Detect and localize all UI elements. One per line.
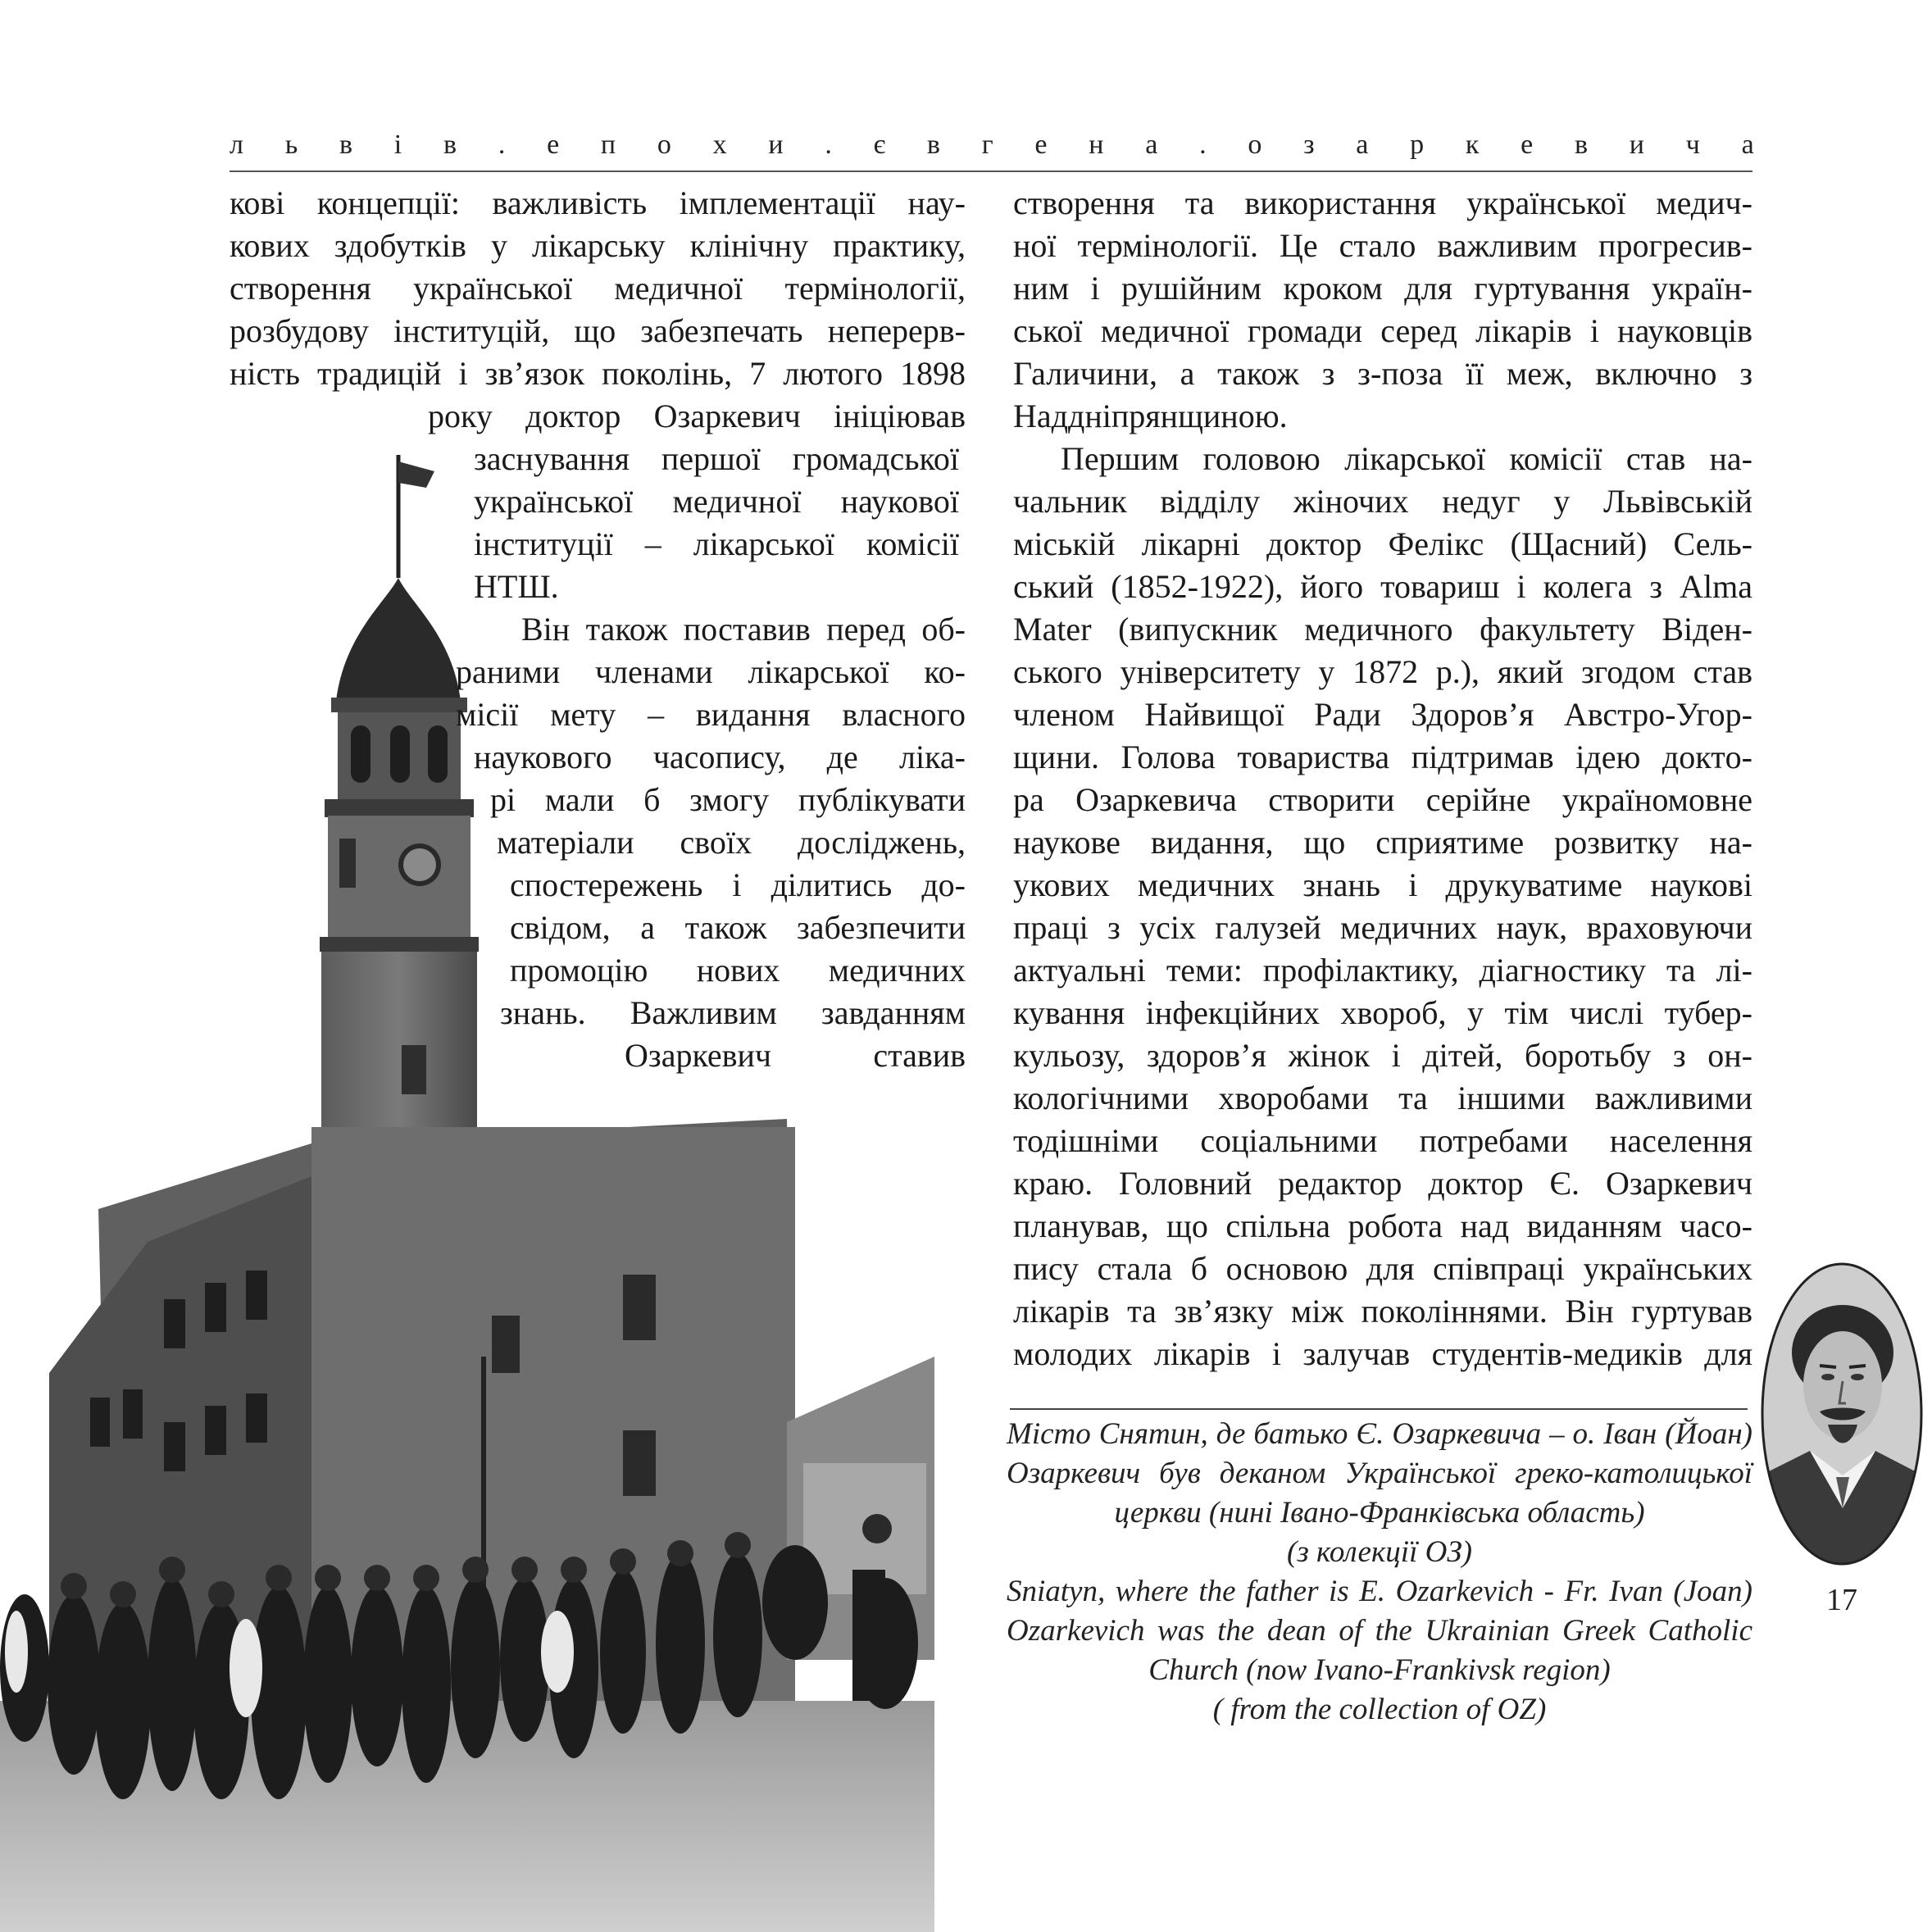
caption-line: Місто Снятин, де батько Є. Озаркевича – о. Іван (Йоан) [1007, 1417, 1752, 1451]
wrapped-line-box [456, 693, 966, 736]
ozarkevich-portrait [1761, 1262, 1923, 1566]
text-line: НТШ. [474, 568, 559, 605]
text-line: актуальні теми: профілактику, діагностику та лі- [1013, 952, 1752, 989]
text-line: матеріали своїх досліджень, [497, 824, 966, 861]
wrapped-line-box [625, 1034, 966, 1077]
text-line: молодих лікарів і залучав студентів-медиків для [1013, 1335, 1752, 1372]
header-letter: р [1410, 130, 1425, 160]
text-line: наукове видання, що сприятиме розвитку на- [1013, 824, 1752, 861]
text-line: укових медичних знань і друкуватиме наукові [1013, 866, 1752, 903]
wrapped-line-box [474, 438, 959, 480]
caption-line: Sniatyn, where the father is E. Ozarkevich - Fr. Ivan (Joan) [1007, 1575, 1752, 1608]
text-line: кульозу, здоров’я жінок і дітей, боротьбу з он- [1013, 1037, 1752, 1074]
text-line: тодішніми соціальними потребами населення [1013, 1122, 1752, 1159]
text-line: свідом, а також забезпечити [510, 909, 966, 946]
header-letter: ч [1685, 130, 1700, 160]
text-line: розбудову інституцій, що забезпечать неперерв- [230, 312, 966, 349]
wrapped-line-box [456, 651, 966, 693]
header-letter: а [1145, 130, 1158, 160]
header-letter: и [768, 130, 784, 160]
wrapped-line-box [428, 395, 966, 438]
text-line: ної термінології. Це стало важливим прогресив- [1013, 227, 1752, 264]
running-header [230, 130, 1754, 162]
text-line: раними членами лікарської ко- [456, 653, 966, 690]
wrapped-line-box [474, 608, 966, 651]
wrapped-line-box [500, 992, 966, 1034]
text-line: кування інфекційних хвороб, у тім числі тубер- [1013, 994, 1752, 1031]
text-line: рі мали б змогу публікувати [490, 781, 966, 818]
text-line: щини. Голова товариства підтримав ідею доктo- [1013, 739, 1752, 775]
text-line: ський (1852-1922), його товариш і колега з Alma [1013, 568, 1752, 605]
wrapped-line-box [474, 480, 959, 523]
text-line: кові концепції: важливість імплементації нау- [230, 184, 966, 221]
header-letter: о [1248, 130, 1262, 160]
text-line: краю. Головний редактор доктор Є. Озаркевич [1013, 1165, 1752, 1202]
caption-line: Church (now Ivano-Frankivsk region) [1148, 1653, 1611, 1687]
text-line: лікарів та зв’язку між поколіннями. Він гуртував [1013, 1293, 1752, 1330]
header-letter: х [712, 130, 727, 160]
text-line: Першим головою лікарської комісії став на- [1061, 440, 1752, 477]
header-letter: і [393, 130, 402, 160]
text-line: кових здобутків у лікарську клінічну практику, [230, 227, 966, 264]
text-line: наукового часопису, де ліка- [474, 739, 966, 775]
header-letter: л [230, 130, 243, 160]
header-rule [230, 170, 1752, 172]
text-line: спостережень і ділитись до- [510, 866, 966, 903]
caption-line: церкви (нині Івано-Франківська область) [1114, 1496, 1645, 1530]
right-column [1013, 182, 1752, 1375]
text-line: Mater (випускник медичного факультету Віден- [1013, 611, 1752, 648]
caption-rule [1010, 1408, 1748, 1410]
header-letter: е [1034, 130, 1048, 160]
text-line: заснування першої громадської [474, 440, 959, 477]
header-letter: о [657, 130, 671, 160]
text-line: ність традицій і зв’язок поколінь, 7 лютого 1898 [230, 355, 966, 392]
caption-line: Ozarkevich was the dean of the Ukrainian Greek Catholic [1007, 1614, 1752, 1648]
wrapped-line-box [510, 907, 966, 949]
wrapped-line-box [490, 779, 966, 821]
wrapped-line-box [497, 821, 966, 864]
header-letter: в [339, 130, 353, 160]
wrapped-line-box [474, 566, 959, 608]
header-letter: є [873, 130, 886, 160]
photo-caption [1007, 1415, 1752, 1730]
text-line: місії мету – видання власного [456, 696, 966, 733]
caption-line: (з колекції ОЗ) [1287, 1535, 1472, 1569]
text-line: Він також поставив перед об- [521, 611, 966, 648]
header-letter: з [1303, 130, 1315, 160]
text-line: пису стала б основою для співпраці українських [1013, 1250, 1752, 1287]
left-column-top [230, 182, 966, 395]
text-line: чальник відділу жіночих недуг у Львівській [1013, 483, 1752, 520]
header-letter: а [1356, 130, 1369, 160]
header-letter: п [600, 130, 616, 160]
text-line: ним і рушійним кроком для гуртування україн- [1013, 270, 1752, 307]
header-letter: а [1741, 130, 1754, 160]
header-letter: . [825, 130, 832, 160]
wrapped-line-box [474, 736, 966, 779]
text-line: Озаркевич ставив [625, 1037, 966, 1074]
text-line: ського університету у 1872 р.), який згодом став [1013, 653, 1752, 690]
text-line: української медичної наукової [474, 483, 959, 520]
text-line: міській лікарні доктор Фелікс (Щасний) Сель- [1013, 525, 1752, 562]
text-line: Галичини, а також з з-поза її меж, включно з [1013, 355, 1752, 392]
text-line: ської медичної громади серед лікарів і науковців [1013, 312, 1752, 349]
text-line: року доктор Озаркевич ініціював [428, 398, 966, 434]
header-letter: к [1465, 130, 1480, 160]
text-line: Наддніпрянщиною. [1013, 398, 1288, 434]
caption-line: Озаркевич був деканом Української греко-католицької [1007, 1457, 1752, 1490]
wrapped-line-box [474, 523, 959, 566]
text-line: планував, що спільна робота над виданням часо- [1013, 1207, 1752, 1244]
header-letter: . [1199, 130, 1207, 160]
header-letter: . [498, 130, 506, 160]
wrapped-line-box [510, 864, 966, 907]
wrapped-line-box [510, 949, 966, 992]
header-letter: и [1629, 130, 1644, 160]
header-letter: в [1574, 130, 1589, 160]
text-line: створення української медичної термінології, [230, 270, 966, 307]
text-line: праці з усіх галузей медичних наук, враховуючи [1013, 909, 1752, 946]
header-letter: ь [284, 130, 298, 160]
header-letter: в [926, 130, 940, 160]
text-line: інституції – лікарської комісії [474, 525, 959, 562]
text-line: ра Озаркевича створити серійне україномовне [1013, 781, 1752, 818]
caption-line: ( from the collection of OZ) [1212, 1693, 1547, 1726]
text-line: кологічними хворобами та іншими важливими [1013, 1080, 1752, 1116]
header-letter: н [1089, 130, 1104, 160]
text-line: промоцію нових медичних [510, 952, 966, 989]
header-letter: г [981, 130, 993, 160]
header-letter: в [443, 130, 457, 160]
header-letter: е [1521, 130, 1534, 160]
text-line: створення та використання української медич- [1013, 184, 1752, 221]
header-letter: е [547, 130, 560, 160]
text-line: членом Найвищої Ради Здоров’я Австро-Угор- [1013, 696, 1752, 733]
text-line: знань. Важливим завданням [500, 994, 966, 1031]
page-number: 17 [1826, 1583, 1857, 1617]
